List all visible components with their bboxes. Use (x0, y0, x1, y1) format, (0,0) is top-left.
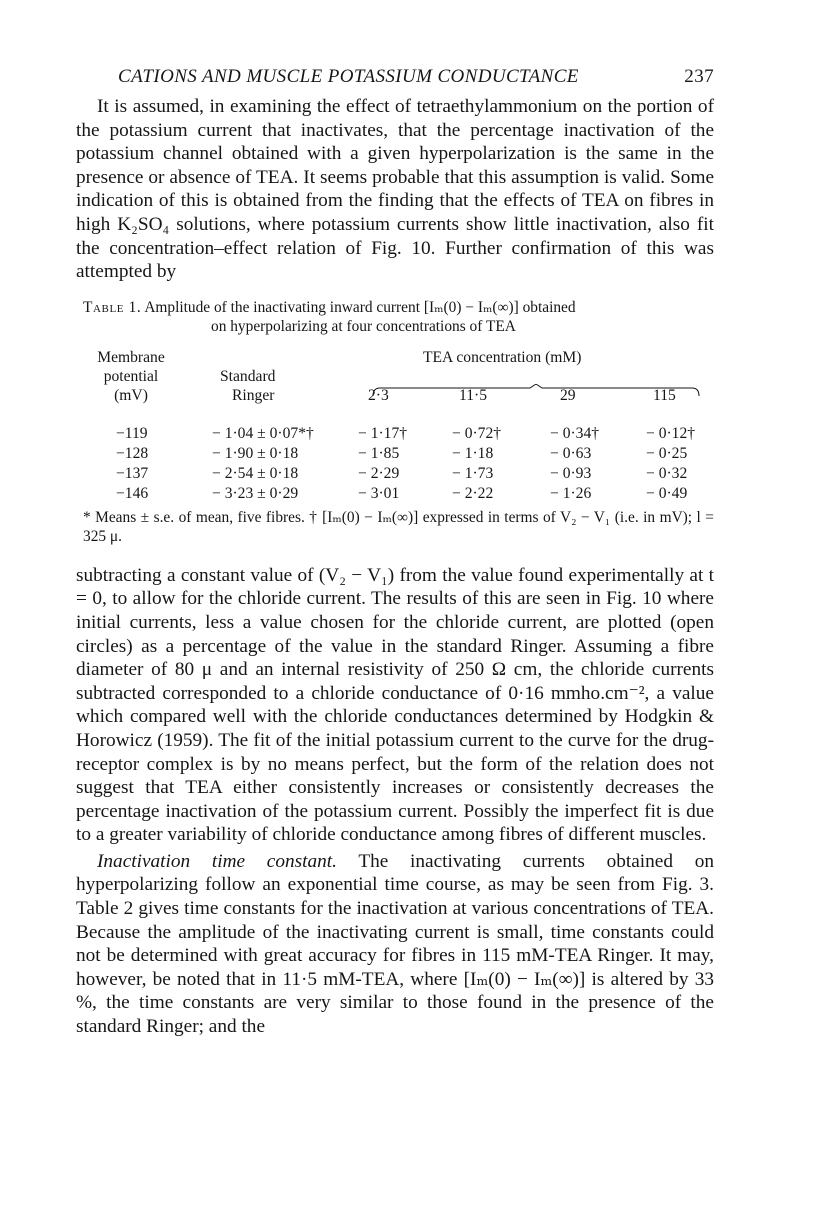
row3-tea-115: − 0·32 (646, 464, 688, 482)
row3-tea-2-3: − 2·29 (358, 464, 400, 482)
row1-standard: − 1·04 ± 0·07*† (212, 424, 314, 442)
tea-brace-line (372, 384, 700, 398)
row3-potential: −137 (116, 464, 149, 482)
row3-standard: − 2·54 ± 0·18 (212, 464, 299, 482)
table-1-grid (76, 348, 714, 504)
running-head-title: CATIONS AND MUSCLE POTASSIUM CONDUCTANCE (118, 66, 579, 87)
row2-standard: − 1·90 ± 0·18 (212, 444, 299, 462)
row4-potential: −146 (116, 484, 149, 502)
header-tea-group: TEA concentration (mM) (423, 348, 582, 366)
row1-tea-11-5: − 0·72† (452, 424, 502, 442)
row4-tea-115: − 0·49 (646, 484, 688, 502)
row3-tea-29: − 0·93 (550, 464, 592, 482)
row2-tea-11-5: − 1·18 (452, 444, 494, 462)
row3-tea-11-5: − 1·73 (452, 464, 494, 482)
journal-page (76, 66, 714, 1039)
page-number: 237 (684, 66, 714, 87)
table-1-caption (76, 298, 714, 336)
row2-tea-2-3: − 1·85 (358, 444, 400, 462)
row1-tea-29: − 0·34† (550, 424, 600, 442)
row1-potential: −119 (116, 424, 148, 442)
header-tea-29: 29 (560, 386, 576, 404)
row4-tea-29: − 1·26 (550, 484, 592, 502)
row4-tea-2-3: − 3·01 (358, 484, 400, 502)
header-ringer: Ringer (232, 386, 275, 404)
row1-tea-115: − 0·12† (646, 424, 696, 442)
header-tea-115: 115 (653, 386, 676, 404)
header-potential: potential (103, 367, 159, 385)
table-1 (76, 298, 714, 546)
paragraph-inactivation-time-constant (76, 850, 714, 1039)
header-mv: (mV) (114, 386, 148, 404)
row4-tea-11-5: − 2·22 (452, 484, 494, 502)
header-tea-11-5: 11·5 (459, 386, 488, 404)
paragraph-chloride-subtraction: subtracting a constant value of (V₂ − V₁) from the value found experimentally at t = 0, to allow for the chloride current. The results of this are seen in Fig. 10 where initial currents, less a value chosen for the chloride current, are plotted (open circles) as a percentage of the value in the standard Ringer. Assuming a fibre diameter of 80 μ and an internal resistivity of 250 Ω cm, the chloride currents subtracted corresponded to a chloride conductance of 0·16 mmho.cm⁻², a value which compared well with the chloride conductances determined by Hodgkin & Horowicz (1959). The fit of the initial potassium current to the curve for the drug-receptor complex is by no means perfect, but the form of the relation does not suggest that TEA either consistently increases or consistently decreases the percentage inactivation of the potassium current. Possibly the imperfect fit is due to a greater variability of chloride conductance among fibres of different muscles. (76, 564, 714, 846)
running-head (118, 66, 714, 88)
header-standard: Standard (220, 367, 276, 385)
header-membrane: Membrane (97, 348, 165, 366)
table-1-label: Table 1. (83, 298, 142, 316)
row1-tea-2-3: − 1·17† (358, 424, 408, 442)
table-1-footnote: * Means ± s.e. of mean, five fibres. † [Iₘ(0) − Iₘ(∞)] expressed in terms of V₂ − V₁ (i.e. in mV); l = 325 μ. (83, 508, 714, 545)
table-1-caption-line1: Amplitude of the inactivating inward current [Iₘ(0) − Iₘ(∞)] obtained (144, 298, 576, 316)
header-tea-2-3: 2·3 (368, 386, 389, 404)
section-lead-inactivation: Inactivation time constant. (97, 850, 337, 872)
paragraph-inactivation-body: The inactivating currents obtained on hyperpolarizing follow an exponential time course, as may be seen from Fig. 3. Table 2 gives time constants for the inactivation at various concentrations of TEA. Because the amplitude of the inactivating current is small, time constants could not be determined with great accuracy for fibres in 115 mM-TEA Ringer. It may, however, be noted that in 11·5 mM-TEA, where [Iₘ(0) − Iₘ(∞)] is altered by 33 %, the time constants are very similar to those found in the presence of the standard Ringer; and the (76, 850, 714, 1038)
row2-potential: −128 (116, 444, 149, 462)
paragraph-tea-assumption: It is assumed, in examining the effect of tetraethylammonium on the portion of the potassium current that inactivates, that the percentage inactivation of the potassium channel obtained with a given hyperpolarization is the same in the presence or absence of TEA. It seems probable that this assumption is valid. Some indication of this is obtained from the finding that the effects of TEA on fibres in high K₂SO₄ solutions, where potassium currents show little inactivation, also fit the concentration–effect relation of Fig. 10. Further confirmation of this was attempted by (76, 96, 714, 283)
row2-tea-115: − 0·25 (646, 444, 688, 462)
row4-standard: − 3·23 ± 0·29 (212, 484, 299, 502)
table-1-caption-line2: on hyperpolarizing at four concentrations of TEA (211, 317, 516, 335)
row2-tea-29: − 0·63 (550, 444, 592, 462)
